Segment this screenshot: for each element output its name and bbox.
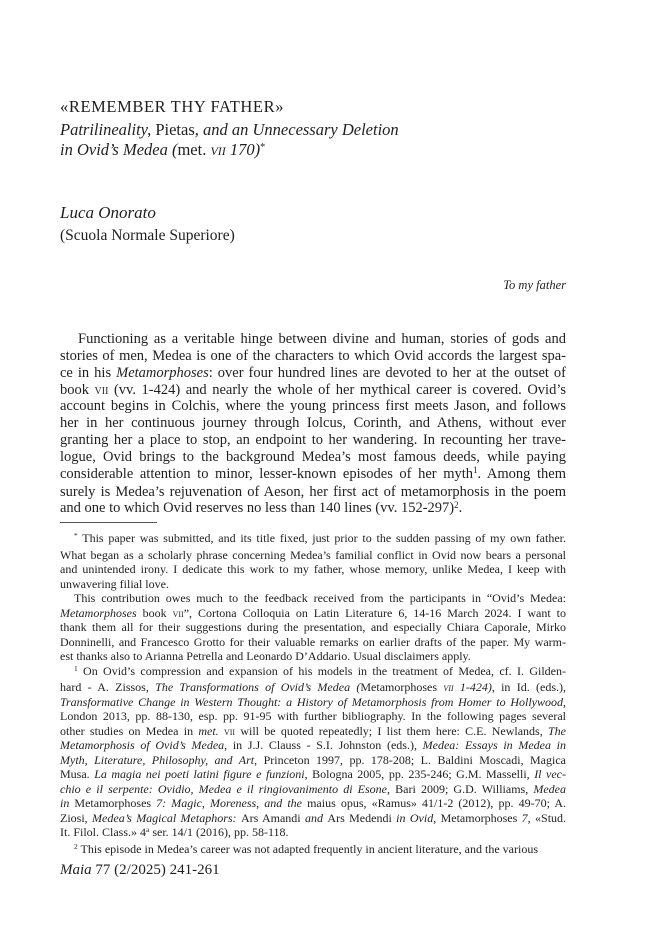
text-run: Myth, Literature, Philosophy, and Art bbox=[60, 752, 255, 767]
text-run: Metamorphoses bbox=[440, 810, 518, 825]
footnote-line bbox=[60, 531, 566, 548]
text-run: account begins in Colchis, where the young princess first meets Jason, and follows bbox=[60, 398, 566, 415]
superscript-marker: 2 bbox=[454, 499, 459, 510]
footnote-line bbox=[60, 753, 566, 768]
subtitle-line bbox=[60, 140, 399, 163]
author-name: Luca Onorato bbox=[60, 203, 156, 222]
footnote-line bbox=[60, 548, 566, 563]
text-run: Ziosi, bbox=[60, 810, 93, 825]
text-run: Metamorphoses bbox=[60, 605, 137, 620]
text-run: will be quoted repeatedly; I list them here: C.E. Newlands, bbox=[235, 723, 548, 738]
body-line bbox=[60, 348, 566, 365]
text-run: This contribution owes much to the feedback received from the participants in “Ovid’s Medea: bbox=[74, 591, 566, 605]
text-run: Donninelli, and Francesco Grotto for their valuable remarks on earlier drafts of the paper. My warm- bbox=[60, 634, 566, 649]
text-run: ser. 14/1 (2016), pp. 58-118. bbox=[149, 825, 289, 839]
body-line bbox=[60, 500, 566, 518]
footnote-line bbox=[60, 695, 566, 710]
body-line bbox=[60, 382, 566, 399]
footnote-line bbox=[60, 635, 566, 650]
body-line bbox=[60, 365, 566, 382]
text-run: . bbox=[458, 500, 463, 517]
text-run: her in her continuous journey through Iolcus, Corinth, and Athens, without ever bbox=[60, 415, 566, 432]
body-paragraph bbox=[60, 331, 566, 518]
footnote-line bbox=[60, 842, 566, 859]
text-run: and one to which Ovid reserves no less than 140 lines (vv. 152-297) bbox=[60, 500, 455, 517]
text-run: vii bbox=[172, 605, 184, 620]
text-run: and unintended irony. I dedicate this work to my father, whose memory, unlike Medea, I keep with bbox=[60, 562, 566, 576]
text-run: unwavering filial love. bbox=[60, 576, 169, 591]
text-run: Medea bbox=[533, 781, 567, 796]
footnote-paragraph bbox=[60, 531, 566, 591]
footnotes bbox=[60, 531, 566, 858]
footnote-line bbox=[60, 738, 566, 753]
text-run: maius opus bbox=[307, 796, 364, 810]
text-run: Functioning as a veritable hinge between divine and human, stories of gods and bbox=[78, 331, 566, 347]
text-run: The Transformations of Ovid’s Medea ( bbox=[155, 680, 361, 694]
text-run: surely is Medea’s rejuvenation of Aeson, her first act of metamorphosis in the poem bbox=[60, 483, 566, 500]
text-run: Metamorphoses bbox=[116, 364, 209, 381]
footnote-paragraph bbox=[60, 664, 566, 842]
body-text bbox=[60, 331, 566, 518]
text-run: The bbox=[548, 723, 566, 738]
text-run: Metamorphoses bbox=[360, 680, 438, 694]
footnote-line bbox=[60, 620, 566, 635]
text-run: other studies on Medea in bbox=[60, 723, 199, 738]
text-run: in bbox=[60, 796, 75, 810]
text-run: Ars Medendi bbox=[327, 810, 392, 825]
text-run: met. bbox=[198, 723, 219, 738]
text-run: , in J.J. Clauss - S.I. Johnston (eds.), bbox=[224, 738, 423, 752]
text-run: ”, Cortona Colloquia on Latin Literature 6, 14-16 March 2024. I want to bbox=[183, 605, 567, 620]
footnote-line bbox=[60, 782, 566, 797]
text-run: Metamorphosis of Ovid’s Medea bbox=[60, 738, 225, 752]
text-run: , «Stud. bbox=[527, 810, 567, 825]
body-line bbox=[60, 432, 566, 449]
text-run: : over four hundred lines are devoted to her at the outset of bbox=[208, 364, 566, 381]
text-run: 7 bbox=[517, 810, 528, 825]
footnote-paragraph bbox=[60, 842, 566, 859]
text-run: This episode in Medea’s career was not adapted frequently in ancient literature, and the various bbox=[77, 841, 538, 856]
text-run: 7: Magic, Moreness, and the bbox=[151, 796, 308, 810]
text-run: granting her a place to stop, an endpoint to her wandering. In recounting her trave- bbox=[60, 432, 566, 449]
text-run: in Ovid’s Medea ( bbox=[60, 140, 178, 159]
body-line bbox=[60, 331, 566, 348]
body-line bbox=[60, 466, 566, 484]
article-subtitle bbox=[60, 120, 399, 163]
text-run: This paper was submitted, and its title fixed, just prior to the sudden passing of my own father. bbox=[77, 531, 566, 545]
superscript-marker: 2 bbox=[74, 841, 78, 851]
text-run: book bbox=[60, 381, 95, 398]
body-line bbox=[60, 449, 566, 466]
text-run: est thanks also to Arianna Petrella and Leonardo D’Addario. Usual disclaimers apply. bbox=[60, 649, 471, 663]
text-run: , Princeton 1997, pp. 178-208; L. Baldini Moscadi, Magica bbox=[254, 752, 566, 767]
text-run: Medea: Essays in Medea in bbox=[422, 738, 567, 752]
footnote-line bbox=[60, 591, 566, 606]
text-run: book bbox=[136, 605, 173, 620]
dedication: To my father bbox=[503, 278, 566, 292]
subtitle-line bbox=[60, 120, 399, 140]
text-run: Il vec- bbox=[534, 767, 566, 781]
footnote-line bbox=[60, 811, 566, 826]
footnote-line bbox=[60, 649, 566, 664]
body-line bbox=[60, 415, 566, 432]
footnote-line bbox=[60, 709, 566, 724]
superscript-marker: 1 bbox=[473, 465, 478, 476]
footnote-line bbox=[60, 796, 566, 811]
footnote-line bbox=[60, 767, 566, 782]
text-run: chio e il serpente: Ovidio, Medea e il ringiovanimento di Esone bbox=[60, 781, 388, 796]
text-run: , and an Unnecessary Deletion bbox=[194, 120, 399, 139]
article-title: «REMEMBER THY FATHER» bbox=[60, 97, 285, 116]
text-run: Patrilineality, bbox=[60, 120, 156, 139]
text-run: vii bbox=[94, 381, 109, 398]
text-run: vii bbox=[223, 723, 236, 738]
text-run: 170) bbox=[225, 140, 261, 159]
journal-footer bbox=[60, 860, 220, 880]
journal-name: Maia bbox=[60, 862, 92, 878]
author-affiliation: (Scuola Normale Superiore) bbox=[60, 227, 235, 244]
issue-pages: 77 (2/2025) 241-261 bbox=[95, 862, 220, 878]
text-run: and bbox=[300, 810, 328, 825]
body-line bbox=[60, 484, 566, 501]
text-run: On Ovid’s compression and expansion of his models in the treatment of Medea, cf. I. Gilden- bbox=[77, 663, 566, 678]
superscript-marker: * bbox=[74, 531, 78, 541]
text-run: Medea’s Magical Metaphors: bbox=[92, 810, 241, 825]
text-run: What began as a scholarly phrase concerning Medea’s familial conflict in Ovid now bears a personal bbox=[60, 547, 566, 562]
text-run: met. bbox=[177, 140, 207, 159]
text-run: London 2013, pp. 88-130, esp. pp. 91-95 with further bibliography. In the following pages several bbox=[60, 709, 566, 723]
superscript-marker: a bbox=[146, 825, 150, 835]
footnote-line bbox=[60, 577, 566, 592]
text-run: ce in his bbox=[60, 364, 117, 381]
superscript-marker: 1 bbox=[74, 663, 78, 673]
text-run: stories of men, Medea is one of the characters to which Ovid accords the largest spa- bbox=[60, 347, 566, 364]
text-run: 1-424) bbox=[453, 680, 492, 694]
text-run: (vv. 1-424) and nearly the whole of her mythical career is covered. Ovid’s bbox=[108, 381, 566, 398]
text-run: . Among them bbox=[477, 465, 567, 482]
footnote-paragraph bbox=[60, 591, 566, 664]
text-run: Metamorphoses bbox=[74, 796, 152, 810]
text-run: It. Filol. Class.» 4 bbox=[60, 825, 147, 839]
body-line bbox=[60, 398, 566, 415]
text-run: logue, Ovid brings to the background Medea’s most famous deeds, while paying bbox=[60, 448, 566, 465]
text-run: , bbox=[563, 694, 566, 709]
text-run: La magia nei poeti latini figure e funzioni bbox=[94, 767, 305, 781]
text-run: Pietas bbox=[155, 120, 195, 139]
superscript-marker: * bbox=[260, 141, 266, 153]
text-run: , in Id. (eds.), bbox=[491, 680, 566, 694]
footnote-line bbox=[60, 562, 566, 577]
text-run: , Bologna 2005, pp. 235-246; G.M. Masselli, bbox=[304, 767, 535, 781]
text-run: , «Ramus» 41/1-2 (2012), pp. 49-70; A. bbox=[363, 796, 566, 810]
footnote-line bbox=[60, 724, 566, 739]
footnote-line bbox=[60, 606, 566, 621]
text-run: considerable attention to minor, lesser-known episodes of her myth bbox=[60, 465, 474, 482]
footnote-separator bbox=[60, 522, 157, 523]
text-run: thank them all for their suggestions during the presentation, and especially Chiara Caporale, Mirko bbox=[60, 620, 566, 634]
text-run: hard - A. Zissos, bbox=[60, 680, 156, 694]
text-run: Transformative Change in Western Thought: a History of Metamorphosis from Homer to Hollywood bbox=[60, 694, 563, 709]
text-run: vii bbox=[443, 680, 454, 694]
footnote-line bbox=[60, 664, 566, 681]
text-run: Musa. bbox=[60, 767, 95, 781]
text-run: vii bbox=[210, 140, 226, 159]
text-run: Ars Amandi bbox=[240, 810, 301, 825]
footnote-line bbox=[60, 680, 566, 695]
footnote-line bbox=[60, 825, 566, 842]
text-run: in Ovid, bbox=[391, 810, 441, 825]
text-run: , Bari 2009; G.D. Williams, bbox=[387, 781, 534, 796]
